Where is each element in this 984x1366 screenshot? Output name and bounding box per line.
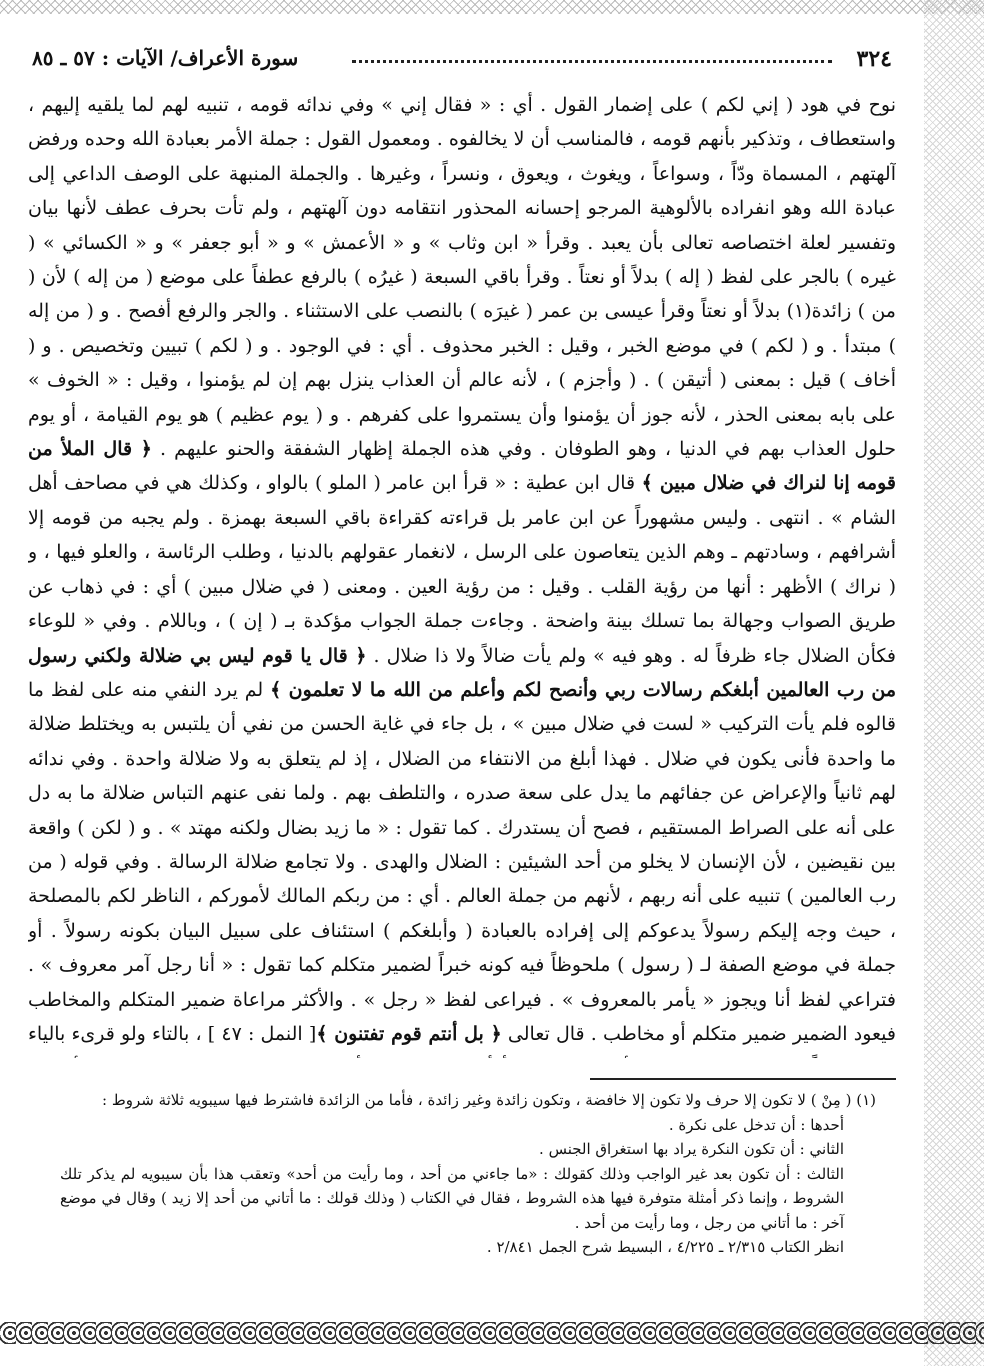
running-title: سورة الأعراف/ الآيات : ٥٧ ـ ٨٥ [32, 46, 299, 70]
footnote-condition-3: الثالث : أن تكون بعد غير الواجب وذلك كقولك : «ما جاءني من أحد ، وما رأيت من أحد» وتعقب هذا بأن سيبويه لم يذكر تلك الشروط ، وإنما ذكر أمثلة متوفرة فيها هذه الشروط ، فقال في الكتاب ( وذلك قولك : ما أتاني من أحد إلا زيد ) وقال في موضع آخر : ما أتاني من رجل ، وما رأيت من أحد . [60, 1164, 844, 1232]
page-number: ٣٢٤ [856, 46, 892, 72]
verse-quote-2: ﴿ قال يا قوم ليس بي ضلالة ولكني رسول من رب العالمين أبلغكم رسالات ربي وأنصح لكم وأعلم من الله ما لا تعلمون ﴾ [28, 644, 896, 701]
footnote-condition-1: أحدها : أن تدخل على نكرة . [668, 1115, 844, 1134]
footnote-separator [590, 1078, 896, 1080]
paragraph-2: قال ابن عطية : « قرأ ابن عامر ( الملو ) بالواو ، وكذلك هي في مصاحف أهل الشام » . انتهى . وليس مشهوراً عن ابن عامر بل قراءته كقراءة باقي السبعة بهمزة . ولم يجبه من قومه إلا أشرافهم ، وسادتهم ـ وهم الذين يتعاصون على الرسل ، لانغمار عقولهم بالدنيا ، وطلب الرئاسة ، والعلو فيها ، و ( نراك ) الأظهر : أنها من رؤية القلب . وقيل : من رؤية العين . ومعنى ( في ضلال مبين ) أي : في ذهاب عن طريق الصواب وجهالة بما تسلك بينة واضحة . وجاءت جملة الجواب مؤكدة بـ ( إن ) ، وباللام . وفي « للوعاء فكأن الضلال جاء ظرفاً له . وهو فيه » ولم يأت ضالاً ولا ذا ضلال . [28, 472, 896, 667]
footnote-1: (١) ( مِنْ ) لا تكون إلا حرف ولا تكون إلا خافضة ، وتكون زائدة وغير زائدة ، فأما من الزائدة فاشترط فيها سيبويه ثلاثة شروط : [102, 1091, 876, 1109]
paragraph-3: لم يرد النفي منه على لفظ ما قالوه فلم يأت التركيب « لست في ضلال مبين » ، بل جاء في غاية الحسن من نفي أن يلتبس به ويختلط ضلالة ما واحدة فأنى يكون في ضلال . فهذا أبلغ من الانتفاء من الضلال ، إذ لم يتعلق به ولا ضلالة واحدة . وفي ندائه لهم ثانياً والإعراض عن جفائهم ما يدل على سعة صدره ، والتلطف بهم . ولما نفى عنهم التباس ضلالة ما به دل على أنه على الصراط المستقيم ، فصح أن يستدرك . كما تقول : « ما زيد بضال ولكنه مهتد » . و ( لكن ) واقعة بين نقيضين ، لأن الإنسان لا يخلو من أحد الشيئين : الضلال والهدى . ولا تجامع ضلالة الرسالة . وفي قوله ( من رب العالمين ) تنبيه على أنه ربهم ، لأنهم من جملة العالم . أي : من ربكم المالك لأموركم ، الناظر لكم بالمصلحة ، حيث وجه إليكم رسولاً يدعوكم إلى إفراده بالعبادة ( وأبلغكم ) استئناف على سبيل البيان بكونه رسولاً . أو جملة في موضع الصفة لـ ( رسول ) ملحوظاً فيه كونه خبراً لضمير متكلم كما تقول : « أنا رجل آمر معروف » . فتراعي لفظ أنا ويجوز « يأمر بالمعروف » . فيراعى لفظ « رجل » . والأكثر مراعاة ضمير المتكلم والمخاطب فيعود الضمير ضمير متكلم أو مخاطب . قال تعالى [28, 678, 896, 1045]
footnotes [60, 1088, 876, 1288]
main-text [28, 88, 896, 1058]
bottom-decorative-border [0, 1322, 984, 1344]
verse-quote-3: ﴿ بل أنتم قوم تفتنون ﴾ [316, 1022, 502, 1045]
paragraph-1: نوح في هود ( إني لكم ) على إضمار القول . أي : « فقال إني » وفي ندائه قومه ، تنبيه لهم لما يلقيه إليهم ، واستعطاف ، وتذكير بأنهم قومه ، فالمناسب أن لا يخالفوه . ومعمول القول : جملة الأمر بعبادة الله وحده ورفض آلهتهم ، المسماة ودّاً ، وسواعاً ، ويغوث ، ويعوق ، ونسراً ، وغيرها . والجملة المنبهة على الوصف الداعي إلى عبادة الله وهو انفراده بالألوهية المرجو إحسانه المحذور انتقامه دون آلهتهم ، ولم تأت بحرف عطف لأنها بيان وتفسير لعلة اختصاصه تعالى بأن يعبد . وقرأ « ابن وثاب » و « الأعمش » و « أبو جعفر » و « الكسائي » ( غيره ) بالجر على لفظ ( إله ) بدلاً أو نعتاً . وقرأ باقي السبعة ( غيرُه ) بالرفع عطفاً على موضع ( من إله ) لأن ( من ) زائدة(١) بدلاً أو نعتاً وقرأ عيسى بن عمر ( غيرَه ) بالنصب على الاستثناء . والجر والرفع أفصح . و ( من إله ) مبتدأ . و ( لكم ) في موضع الخبر ، وقيل : الخبر محذوف . أي : في الوجود . و ( لكم ) تبيين وتخصيص . و ( أخاف ) قيل : بمعنى ( أتيقن ) . ( وأجزم ) ، لأنه عالم أن العذاب ينزل بهم إن لم يؤمنوا ، وقيل : « الخوف » على بابه بمعنى الحذر ، لأنه جوز أن يؤمنوا وأن يستمروا على كفرهم . و ( يوم عظيم ) هو يوم القيامة ، أو يوم حلول العذاب بهم في الدنيا ، وهو الطوفان . وفي هذه الجملة إظهار الشفقة والحنو عليهم . [28, 94, 896, 461]
body-paragraph [28, 88, 896, 1058]
header-dotted-leader [352, 60, 832, 63]
footnote-reference: انظر الكتاب ٢/٣١٥ ـ ٤/٢٢٥ ، البسيط شرح الجمل ٢/٨٤١ . [486, 1238, 844, 1256]
paragraph-4: [ النمل : ٤٧ ] ، بالتاء ولو قرىء بالياء [28, 1022, 317, 1045]
verse-quote-1: ﴿ قال الملأ من قومه إنا لنراك في ضلال مبين ﴾ [28, 438, 896, 495]
page-header [32, 46, 892, 76]
footnote-condition-2: الثاني : أن تكون النكرة يراد بها استغراق الجنس . [539, 1140, 844, 1158]
top-decorative-border [0, 0, 984, 14]
right-decorative-border [924, 0, 984, 1366]
